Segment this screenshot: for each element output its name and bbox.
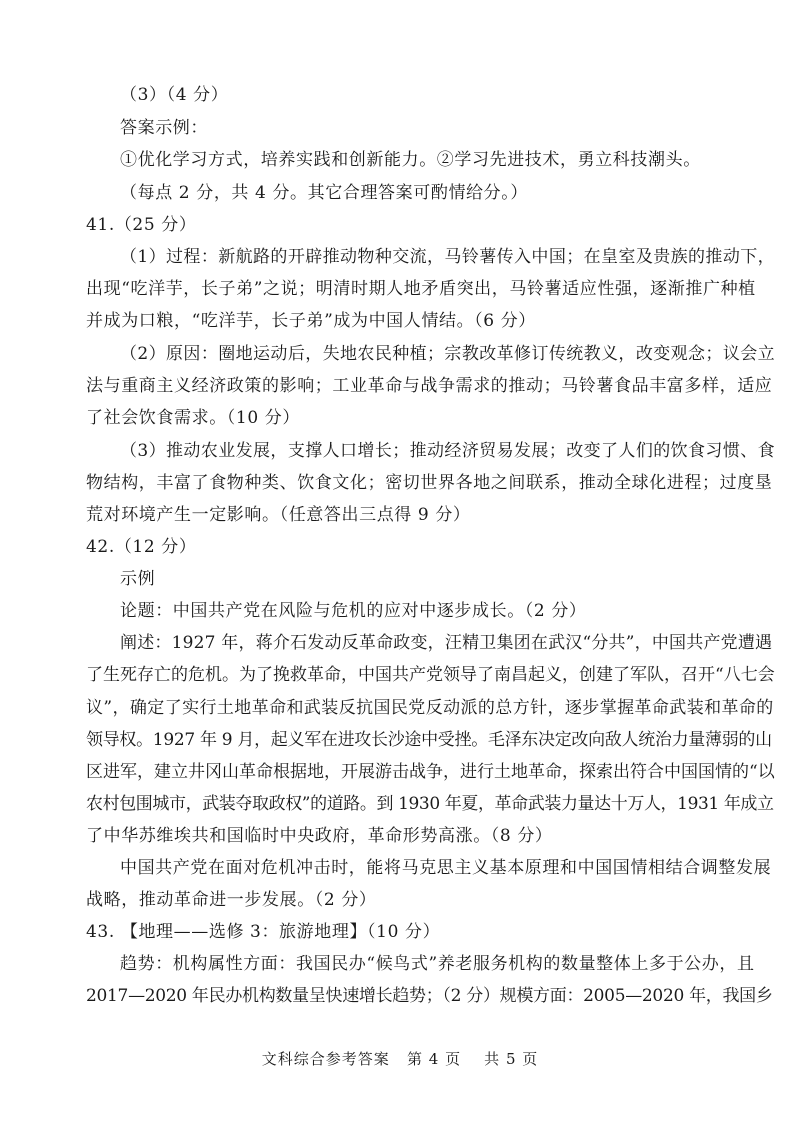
q42-conclusion-line: 战略，推动革命进一步发展。（2 分） (86, 890, 377, 910)
q41-header: 41.（25 分） (86, 215, 197, 235)
q42-body-line: 了生死存亡的危机。为了挽救革命，中国共产党领导了南昌起义，创建了军队，召开“八七会 (86, 665, 775, 685)
q42-body-line: 了中华苏维埃共和国临时中央政府，革命形势高涨。（8 分） (86, 826, 553, 846)
q41-p2-line: 法与重商主义经济政策的影响；工业革命与战争需求的推动；马铃薯食品丰富多样，适应 (86, 376, 773, 396)
q42-example-label: 示例 (120, 569, 156, 589)
q41-p3-line: （3）推动农业发展，支撑人口增长；推动经济贸易发展；改变了人们的饮食习惯、食 (120, 441, 776, 461)
q41-p1-line: 并成为口粮，“吃洋芋，长子弟”成为中国人情结。（6 分） (86, 311, 536, 331)
q41-p1-line: （1）过程：新航路的开辟推动物种交流，马铃薯传入中国；在皇室及贵族的推动下， (120, 247, 776, 267)
q41-p1-line: 出现“吃洋芋，长子弟”之说；明清时期人地矛盾突出，马铃薯适应性强，逐渐推广种植 (86, 279, 756, 299)
q42-thesis: 论题：中国共产党在风险与危机的应对中逐步成长。（2 分） (120, 601, 587, 621)
q42-header: 42.（12 分） (86, 537, 197, 557)
q41-p3-line: 荒对环境产生一定影响。（任意答出三点得 9 分） (86, 505, 471, 525)
q40-part3-header: （3）（4 分） (120, 85, 229, 105)
q42-body-line: 议”，确定了实行土地革命和武装反抗国民党反动派的总方针，逐步掌握革命武装和革命的 (86, 698, 774, 718)
q40-part3-scoring-note: （每点 2 分，共 4 分。其它合理答案可酌情给分。） (120, 183, 528, 203)
page-footer: 文科综合参考答案 第 4 页 共 5 页 (261, 1050, 539, 1068)
answer-example-label: 答案示例： (120, 118, 208, 138)
q42-conclusion-line: 中国共产党在面对危机冲击时，能将马克思主义基本原理和中国国情相结合调整发展 (120, 858, 772, 878)
q42-body-line: 农村包围城市，武装夺取政权”的道路。到 1930 年夏，革命武装力量达十万人，1931 年成立 (86, 794, 774, 814)
q43-line: 2017—2020 年民办机构数量呈快速增长趋势；（2 分）规模方面：2005—2020 年，我国乡 (86, 986, 773, 1006)
q41-p3-line: 物结构，丰富了食物种类、饮食文化；密切世界各地之间联系，推动全球化进程；过度垦 (86, 473, 773, 493)
q43-header: 43. 【地理——选修 3：旅游地理】（10 分） (86, 922, 441, 942)
q40-part3-answer: ①优化学习方式，培养实践和创新能力。②学习先进技术，勇立科技潮头。 (120, 150, 701, 170)
q42-body-line: 阐述：1927 年，蒋介石发动反革命政变，汪精卫集团在武汉“分共”，中国共产党遭遇 (120, 633, 773, 653)
q41-p2-line: （2）原因：圈地运动后，失地农民种植；宗教改革修订传统教义，改变观念；议会立 (120, 344, 776, 364)
q41-p2-line: 了社会饮食需求。（10 分） (86, 408, 300, 428)
q42-body-line: 区进军，建立井冈山革命根据地，开展游击战争，进行土地革命，探索出符合中国国情的“以 (86, 762, 775, 782)
q43-line: 趋势：机构属性方面：我国民办“候鸟式”养老服务机构的数量整体上多于公办，且 (120, 954, 755, 974)
q42-body-line: 领导权。1927 年 9 月，起义军在进攻长沙途中受挫。毛泽东决定改向敌人统治力量薄弱的山 (86, 730, 772, 750)
